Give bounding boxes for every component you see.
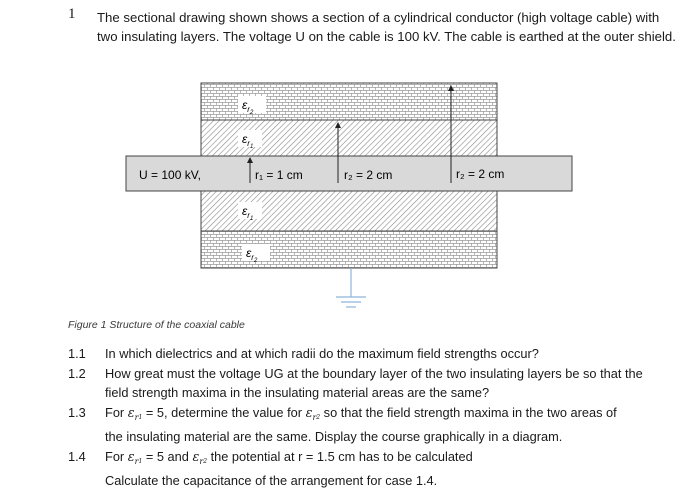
intro-line-1: The sectional drawing shown shows a section of a cylindrical conductor (high voltage cable) with xyxy=(97,10,660,25)
r2-label-mid: r₂ = 2 cm xyxy=(344,168,393,182)
ground-icon xyxy=(336,268,366,307)
subquestion-number: 1.2 xyxy=(68,365,86,381)
subquestion-number: 1.3 xyxy=(68,404,86,420)
subquestion-number: 1.1 xyxy=(68,346,86,361)
voltage-label: U = 100 kV, xyxy=(139,168,201,182)
eps-r2-top-label: $\varepsilon_r2$ xyxy=(242,98,254,116)
eps-r1-top-label: $\varepsilon_r1$ xyxy=(242,132,254,150)
subquestion-text: In which dielectrics and at which radii do the maximum field strengths occur? xyxy=(105,346,539,361)
eps-r1-symbol: $\varepsilon_r1$ xyxy=(127,405,143,422)
subquestion-text: For $\varepsilon_r1 = 5$, determine the value for $\varepsilon_r2$ so that the field strength maxima in the two areas of the insulating material are the same. Display the course graphically in a diagram. xyxy=(105,404,617,444)
eps-r1-bottom-label: $\varepsilon_r1$ xyxy=(242,204,254,222)
eps-r1-symbol: $\varepsilon_r1$ xyxy=(127,449,143,466)
subquestion-1-2 xyxy=(68,364,688,403)
r2-label-right: r₂ = 2 cm xyxy=(456,167,505,181)
figure-caption: Figure 1 Structure of the coaxial cable xyxy=(68,319,245,331)
subquestion-number: 1.4 xyxy=(68,448,86,464)
r1-label: r₁ = 1 cm xyxy=(255,168,303,182)
subquestion-1-1 xyxy=(68,344,688,364)
question-number: 1 xyxy=(68,6,76,22)
eps-r2-symbol: $\varepsilon_r2$ xyxy=(305,405,321,422)
subquestion-list xyxy=(68,344,688,491)
subquestion-text: For $\varepsilon_r1 = 5$ and $\varepsilon_r2$ the potential at r = 1.5 cm has to be calculated Calculate the capacitance of the arrangement for case 1.4. xyxy=(105,448,473,488)
subquestion-1-4 xyxy=(68,447,688,491)
eps-r2-symbol: $\varepsilon_r2$ xyxy=(192,449,208,466)
intro-line-2: two insulating layers. The voltage U on the cable is 100 kV. The cable is earthed at the outer shield. xyxy=(97,29,676,44)
subquestion-text: How great must the voltage UG at the boundary layer of the two insulating layers be so that the field strength maxima in the insulating material areas are the same? xyxy=(105,365,643,400)
eps-r2-bottom-label: $\varepsilon_r2$ xyxy=(246,246,258,264)
subquestion-1-3 xyxy=(68,403,688,447)
